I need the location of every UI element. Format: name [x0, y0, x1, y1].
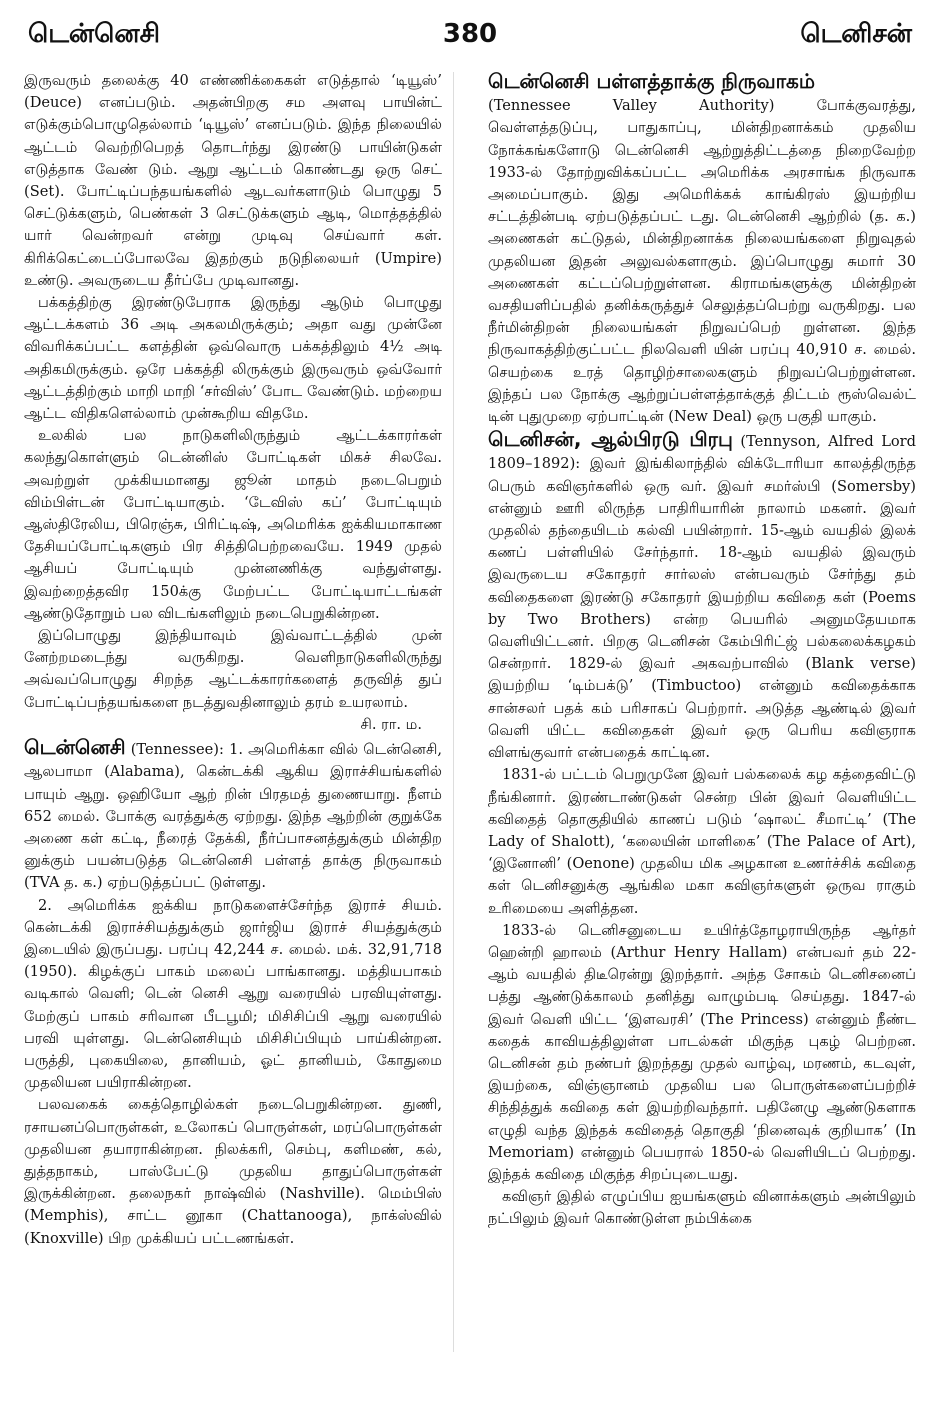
tennessee-headword: டென்னெசி — [24, 735, 126, 760]
tennis-paragraph-4-text: இப்பொழுது இந்தியாவும் இவ்வாட்டத்தில் முன் னேற்றமடைந்து வருகிறது. வெளிநாடுகளிலிருந்து அவ்வப்பொழுது சிறந்த ஆட்டக்காரர்களைத் தருவித் துப் போட்டிப்பந்தயங்களை நடத்துவதினாலும் தரம் உயரலாம். — [24, 627, 442, 711]
column-divider — [453, 72, 454, 1352]
tennyson-paragraph-4: கவிஞர் இதில் எழுப்பிய ஐயங்களும் வினாக்களும் அன்பிலும் நட்பிலும் இவர் கொண்டுள்ள நம்பிக்கை — [488, 1188, 916, 1228]
tennyson-paragraph-2: 1831-ல் பட்டம் பெறுமுனே இவர் பல்கலைக் கழ கத்தைவிட்டு நீங்கினார். இரண்டாண்டுகள் சென்ற பின் இவர் வெளியிட்ட கவிதைத் தொகுதியில் காணப் படும் ‘ஷாலட் சீமாட்டி’ (The Lady of Shalott), ‘கலையின் மாளிகை’ (The Palace of Art), ‘இனோனி’ (Oenone) முதலிய மிக அழகான உணர்ச்சிக் கவிதை கள் டெனிசனுக்கு ஆங்கில மகா கவிஞர்களுள் ஒருவ ராகும் உரிமையை அளித்தன. — [488, 766, 916, 917]
tennessee-entry — [24, 736, 442, 894]
tennyson-paragraph-1: (Tennyson, Alfred Lord 1809–1892): இவர் இங்கிலாந்தில் விக்டோரியா காலத்திருந்த பெரும் கவிஞர்களில் ஒரு வர். இவர் சமர்ஸ்பி (Somersby) என்னும் ஊரி லிருந்த பாதிரியாரின் நாலாம் மகனர். இவர் முதலில் தந்தையிடம் கல்வி பயின்றார். 15-ஆம் வயதில் இலக் கணப் பள்ளியில் சேர்ந்தார். 18-ஆம் வயதில் இவரும் இவருடைய சகோதரர் சார்லஸ் என்பவரும் சேர்ந்து தம் கவிதைகளை இரண்டு சகோதரர் இயற்றிய கவிதை கள் (Poems by Two Brothers) என்ற பெயரில் அனுமதேயமாக வெளியிட்டனர். பிறகு டெனிசன் கேம்பிரிட்ஜ் பல்கலைக்கழகம் சென்றார். 1829-ல் இவர் அகவற்பாவில் (Blank verse) இயற்றிய ‘டிம்பக்டு’ (Timbuctoo) என்னும் கவிதைக்காக சான்சலர் பதக் கம் பரிசாகப் பெற்றார். அடுத்த ஆண்டில் இவர் வெளி யிட்ட கவிதைகள் இவர் ஒரு பெரிய கவிஞராக விளங்குவார் என்பதைக் காட்டின. — [488, 433, 916, 762]
tennessee-paragraph-1: (Tennessee): 1. அமெரிக்கா வில் டென்னெசி, ஆலபாமா (Alabama), கென்டக்கி ஆகிய இராச்சியங்களில் பாயும் ஆறு. ஒஹியோ ஆற் றின் பிரதமத் துணையாறு. நீளம் 652 மைல். போக்கு வரத்துக்கு ஏற்றது. இந்த ஆற்றின் குறுக்கே அணை கள் கட்டி, நீரைத் தேக்கி, நீர்ப்பாசனத்துக்கும் மின்திற னுக்கும் பயன்படுத்த டென்னெசி பள்ளத் தாக்கு நிருவாகம் (TVA த. க.) ஏற்படுத்தப்பட் டுள்ளது. — [24, 741, 443, 892]
tennyson-headword: டெனிசன், ஆல்பிரடு பிரபு — [488, 427, 733, 452]
tennyson-entry — [488, 428, 916, 764]
tennessee-paragraph-3: பலவகைக் கைத்தொழில்கள் நடைபெறுகின்றன. துணி, ரசாயனப்பொருள்கள், உலோகப் பொருள்கள், மரப்பொருள்கள் முதலியன தயாராகின்றன. நிலக்கரி, செம்பு, களிமண், கல், துத்தநாகம், பாஸ்பேட்டு முதலிய தாதுப்பொருள்கள் இருக்கின்றன. தலைநகர் நாஷ்வில் (Nashville). மெம்பிஸ் (Memphis), சாட்ட னூகா (Chattanooga), நாக்ஸ்வில் (Knoxville) பிற முக்கியப் பட்டணங்கள். — [24, 1096, 442, 1247]
page-number: 380 — [442, 19, 498, 49]
author-initials: சி. ரா. ம. — [360, 715, 422, 733]
header-left-keyword: டென்னெசி — [28, 19, 160, 49]
tennis-paragraph-3: உலகில் பல நாடுகளிலிருந்தும் ஆட்டக்காரர்கள் கலந்துகொள்ளும் டென்னிஸ் போட்டிகள் மிகச் சிலவே. அவற்றுள் முக்கியமானது ஜூன் மாதம் நடைபெறும் விம்பிள்டன் போட்டியாகும். ‘டேவிஸ் கப்’ போட்டியும் ஆஸ்திரேலிய, பிரெஞ்சு, பிரிட்டிஷ், அமெரிக்க ஐக்கியமாகாண தேசியப்போட்டிகளும் பிர சித்திபெற்றவையே. 1949 முதல் ஆசியப் போட்டியும் முன்னணிக்கு வந்துள்ளது. இவற்றைத்தவிர 150க்கு மேற்பட்ட போட்டியாட்டங்கள் ஆண்டுதோறும் பல விடங்களிலும் நடைபெறுகின்றன. — [24, 427, 442, 622]
tennyson-paragraph-3: 1833-ல் டெனிசனுடைய உயிர்த்தோழராயிருந்த ஆர்தர் ஹென்றி ஹாலம் (Arthur Henry Hallam) என்பவர் தம் 22-ஆம் வயதில் திடீரென்று இறந்தார். அந்த சோகம் டெனிசனைப் பத்து ஆண்டுக்காலம் தனித்து வாழும்படி செய்தது. 1847-ல் இவர் வெளி யிட்ட ‘இளவரசி’ (The Princess) என்னும் நீண்ட கதைக் காவியத்திலுள்ள பாடல்கள் மிகுந்த புகழ் பெற்றன. டெனிசன் தம் நண்பர் இறந்தது முதல் வாழ்வு, மரணம், கடவுள், இயற்கை, விஞ்ஞானம் முதலிய பல பொருள்களைப்பற்றிச் சிந்தித்துக் கவிதை கள் இயற்றிவந்தார். பதினேழு ஆண்டுகளாக எழுதி வந்த இந்தக் கவிதைத் தொகுதி ‘நினைவுக் குறியாக’ (In Memoriam) என்னும் பெயரால் 1850-ல் வெளியிடப் பெற்றது. இந்தக் கவிதை மிகுந்த சிறப்புடையது. — [488, 921, 916, 1183]
tennis-paragraph-1: இருவரும் தலைக்கு 40 எண்ணிக்கைகள் எடுத்தால் ‘டியூஸ்’ (Deuce) எனப்படும். அதன்பிறகு சம அளவு பாயின்ட் எடுக்கும்பொழுதெல்லாம் ‘டியூஸ்’ எனப்படும். இந்த நிலையில் ஆட்டம் வெற்றிபெறத் தொடர்ந்து இரண்டு பாயின்டுகள் எடுத்தாக வேண் டும். ஆறு ஆட்டம் கொண்டது ஒரு செட் (Set). போட்டிப்பந்தயங்களில் ஆடவர்களாடும் பொழுது 5 செட்டுக்களும், பெண்கள் 3 செட்டுக்களும் ஆடி, மொத்தத்தில் யார் வென்றவர் என்று முடிவு செய்வார் கள். கிரிக்கெட்டைப்போலவே இதற்கும் நடுநிலையர் (Umpire) உண்டு. அவருடைய தீர்ப்பே முடிவானது. — [24, 72, 442, 289]
tva-headword-text: டென்னெசி பள்ளத்தாக்கு நிருவாகம் — [488, 69, 815, 93]
running-header — [28, 14, 912, 58]
tennis-paragraph-2: பக்கத்திற்கு இரண்டுபேராக இருந்து ஆடும் பொழுது ஆட்டக்களம் 36 அடி அகலமிருக்கும்; அதா வது முன்னே விவரிக்கப்பட்ட களத்தின் ஒவ்வொரு பக்கத்திலும் 4½ அடி அதிகமிருக்கும். ஒரே பக்கத்தி லிருக்கும் இருவரும் ஒவ்வோர் ஆட்டத்திற்கும் மாறி மாறி ‘சர்விஸ்’ போட வேண்டும். மற்றைய ஆட்ட விதிகளெல்லாம் முன்கூறிய விதமே. — [24, 294, 442, 423]
header-right-keyword: டெனிசன் — [800, 19, 912, 49]
tva-headword — [488, 70, 916, 95]
tennessee-paragraph-2: 2. அமெரிக்க ஐக்கிய நாடுகளைச்சேர்ந்த இராச் சியம். கென்டக்கி இராச்சியத்துக்கும் ஜார்ஜிய இராச் சியத்துக்கும் இடையில் இருப்பது. பரப்பு 42,244 ச. மைல். மக். 32,91,718 (1950). கிழக்குப் பாகம் மலைப் பாங்கானது. மத்தியபாகம் வடிகால் வெளி; டென் னெசி ஆறு வரையில் பரவியுள்ளது. மேற்குப் பாகம் சரிவான பீடபூமி; மிசிசிப்பி ஆறு வரையில் பரவி யுள்ளது. டென்னெசியும் மிசிசிப்பியும் பாய்கின்றன. பருத்தி, புகையிலை, தானியம், ஓட் தானியம், கோதுமை முதலியன பயிராகின்றன. — [24, 896, 442, 1092]
tva-paragraph-1: (Tennessee Valley Authority) போக்குவரத்து, வெள்ளத்தடுப்பு, பாதுகாப்பு, மின்திறனாக்கம் முதலிய நோக்கங்களோடு டென்னெசி ஆற்றுத்திட்டத்தை நிறைவேற்ற 1933-ல் தோற்றுவிக்கப்பட்ட அமெரிக்க அரசாங்க நிருவாக அமைப்பாகும். இது அமெரிக்கக் காங்கிரஸ் இயற்றிய சட்டத்தின்படி ஏற்படுத்தப்பட் டது. டென்னெசி ஆற்றில் (த. க.) அணைகள் கட்டுதல், மின்திறனாக்க நிலையங்களை நிறுவுதல் முதலியன இதன் அலுவல்களாகும். இப்பொழுது சுமார் 30 அணைகள் கட்டப்பெற்றுள்ளன. கிராமங்களுக்கு மின்திறன் வசதியளிப்பதில் தனிக்கருத்துச் செலுத்தப்பெற்று வருகிறது. பல நீர்மின்திறன் நிலையங்கள் நிறுவப்பெற் றுள்ளன. இந்த நிருவாகத்திற்குட்பட்ட நிலவெளி யின் பரப்பு 40,910 ச. மைல். செயற்கை உரத் தொழிற்சாலைகளும் நிறுவப்பெற்றுள்ளன. இந்தப் பல நோக்கு ஆற்றுப்பள்ளத்தாக்குத் திட்டம் ரூஸ்வெல்ட் டின் புதுமுறை ஏற்பாட்டின் (New Deal) ஒரு பகுதி யாகும். — [488, 97, 916, 426]
right-column — [488, 70, 916, 1231]
tennis-paragraph-4 — [24, 625, 442, 736]
left-column — [24, 70, 442, 1250]
